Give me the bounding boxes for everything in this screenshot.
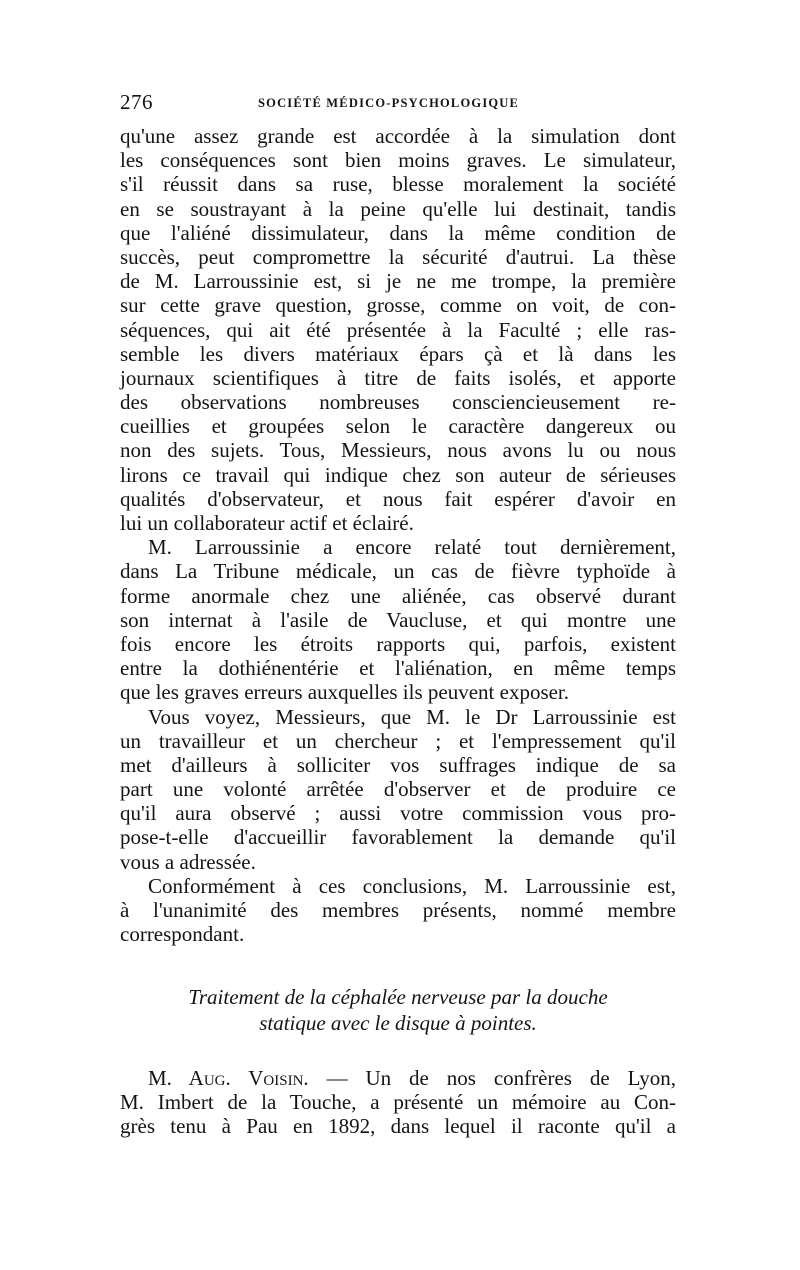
page-number: 276 xyxy=(120,90,153,114)
text-line: M. Imbert de la Touche, a présenté un mémoire au Con- xyxy=(120,1090,676,1115)
text-line xyxy=(120,1066,676,1090)
text-line: qu'il aura observé ; aussi votre commission vous pro- xyxy=(120,801,676,826)
text-line: des observations nombreuses consciencieusement re- xyxy=(120,390,676,415)
text-line: forme anormale chez une aliénée, cas observé durant xyxy=(120,583,676,608)
text-line: met d'ailleurs à solliciter vos suffrages indique de sa xyxy=(120,752,676,777)
section-title-line: Traitement de la céphalée nerveuse par la douche xyxy=(188,985,608,1009)
text-line: Conformément à ces conclusions, M. Larroussinie est, xyxy=(148,873,676,898)
text-line: que les graves erreurs auxquelles ils peuvent exposer. xyxy=(120,680,570,705)
text-line: entre la dothiénentérie et l'aliénation, en même temps xyxy=(120,656,676,681)
text-line: Vous voyez, Messieurs, que M. le Dr Larroussinie est xyxy=(148,704,676,729)
text-span: — Un de nos confrères de Lyon, xyxy=(326,1066,677,1090)
section-title xyxy=(120,984,676,1036)
text-line: qualités d'observateur, et nous fait espérer d'avoir en xyxy=(120,486,676,511)
text-line: un travailleur et un chercheur ; et l'empressement qu'il xyxy=(120,728,676,753)
text-line: semble les divers matériaux épars çà et là dans les xyxy=(120,341,676,366)
text-line: en se soustrayant à la peine qu'elle lui destinait, tandis xyxy=(120,196,676,221)
text-line: vous a adressée. xyxy=(120,849,256,874)
text-line: correspondant. xyxy=(120,922,245,947)
paragraph-3 xyxy=(120,705,676,874)
text-line: M. Larroussinie a encore relaté tout dernièrement, xyxy=(148,535,676,560)
text-line: son internat à l'asile de Vaucluse, et qui montre une xyxy=(120,607,676,632)
text-line: que l'aliéné dissimulateur, dans la même condition de xyxy=(120,220,676,245)
paragraph-1 xyxy=(120,124,676,535)
section-body xyxy=(120,1066,676,1139)
paragraph-2 xyxy=(120,535,676,704)
text-line: cueillies et groupées selon le caractère dangereux ou xyxy=(120,414,676,439)
text-line: les conséquences sont bien moins graves. Le simulateur, xyxy=(120,148,676,173)
text-line: séquences, qui ait été présentée à la Faculté ; elle ras- xyxy=(120,317,676,342)
body-text xyxy=(120,124,676,946)
text-line: non des sujets. Tous, Messieurs, nous avons lu ou nous xyxy=(120,438,676,463)
text-line: s'il réussit dans sa ruse, blesse moralement la société xyxy=(120,172,676,197)
section-title-line: statique avec le disque à pointes. xyxy=(259,1011,537,1035)
running-head: SOCIÉTÉ MÉDICO-PSYCHOLOGIQUE xyxy=(258,96,520,110)
text-line: dans La Tribune médicale, un cas de fièvre typhoïde à xyxy=(120,559,676,584)
page-header xyxy=(120,90,676,120)
text-line: à l'unanimité des membres présents, nommé membre xyxy=(120,898,676,922)
text-line: fois encore les étroits rapports qui, parfois, existent xyxy=(120,631,676,656)
text-line: sur cette grave question, grosse, comme on voit, de con- xyxy=(120,293,676,318)
text-line: pose-t-elle d'accueillir favorablement la demande qu'il xyxy=(120,825,676,850)
text-line: lirons ce travail qui indique chez son auteur de sérieuses xyxy=(120,462,676,487)
paragraph-4 xyxy=(120,874,676,947)
speaker-name: M. Aug. Voisin. xyxy=(148,1066,309,1090)
text-line: part une volonté arrêtée d'observer et de produire ce xyxy=(120,777,676,802)
text-line: qu'une assez grande est accordée à la simulation dont xyxy=(120,124,676,148)
text-line: grès tenu à Pau en 1892, dans lequel il raconte qu'il a xyxy=(120,1114,676,1139)
text-line: succès, peut compromettre la sécurité d'autrui. La thèse xyxy=(120,244,676,269)
text-line: lui un collaborateur actif et éclairé. xyxy=(120,511,414,535)
text-line: de M. Larroussinie est, si je ne me trompe, la première xyxy=(120,269,676,294)
text-line: journaux scientifiques à titre de faits isolés, et apporte xyxy=(120,365,676,390)
